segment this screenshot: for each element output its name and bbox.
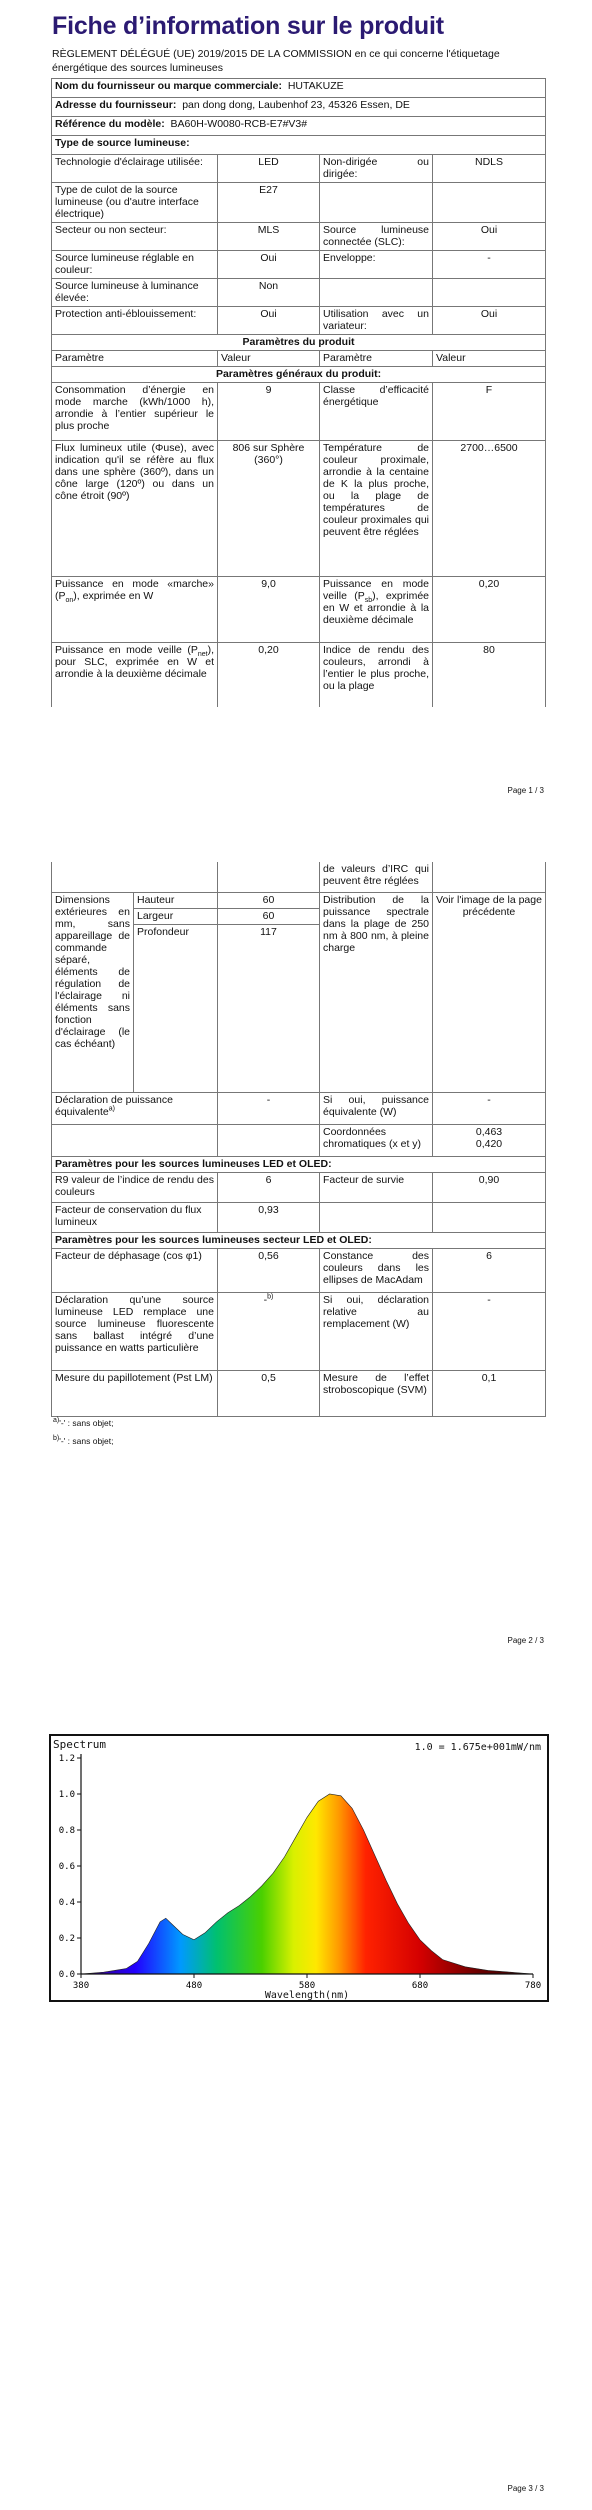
general-heading-row xyxy=(52,367,546,383)
type-cell-value xyxy=(433,183,546,223)
cri-label: Indice de rendu des couleurs, arrondi à l’entier le plus proche, ou la plage xyxy=(320,643,433,707)
type-heading-row xyxy=(52,136,546,155)
type-cell-value: Oui xyxy=(433,223,546,251)
type-cell-value: - xyxy=(433,251,546,279)
mains-heading-row xyxy=(52,1232,546,1248)
page-2 xyxy=(0,862,592,1662)
phase-row xyxy=(52,1248,546,1292)
height-value: 60 xyxy=(218,892,320,908)
macadam-value: 6 xyxy=(433,1248,546,1292)
type-heading: Type de source lumineuse: xyxy=(52,136,546,155)
type-row xyxy=(52,183,546,223)
type-cell-value: Oui xyxy=(433,307,546,335)
width-value: 60 xyxy=(218,908,320,924)
mains-heading: Paramètres pour les sources lumineuses secteur LED et OLED: xyxy=(52,1232,546,1248)
type-cell-value: LED xyxy=(218,155,320,183)
flicker-row xyxy=(52,1370,546,1416)
equiv-value: - xyxy=(218,1092,320,1124)
general-heading: Paramètres généraux du produit: xyxy=(52,367,546,383)
phase-value: 0,56 xyxy=(218,1248,320,1292)
flux-label: Flux lumineux utile (Φuse), avec indication qu'il se réfère au flux dans une sphère (360º), dans un cône large (120º) ou dans un cône étroit (90º) xyxy=(52,441,218,577)
x-tick-label: 480 xyxy=(185,1981,203,1991)
flicker-value: 0,5 xyxy=(218,1370,320,1416)
model-value: BA60H-W0080-RCB-E7#V3# xyxy=(170,118,308,130)
cri-label-continued: de valeurs d’IRC qui peuvent être réglées xyxy=(320,862,433,892)
type-cell-label: Non-dirigée ou dirigée: xyxy=(320,155,433,183)
y-tick-label: 0.2 xyxy=(58,1934,75,1944)
cct-value: 2700…6500 xyxy=(433,441,546,577)
energy-value: 9 xyxy=(218,383,320,441)
replace-w-label: Si oui, déclaration relative au remplacement (W) xyxy=(320,1292,433,1370)
cri-value: 80 xyxy=(433,643,546,707)
equiv-label: Déclaration de puissance équivalente$^{a)}$ xyxy=(52,1092,218,1124)
page-footer: Page 2 / 3 xyxy=(507,1636,544,1645)
product-info-table-continued xyxy=(51,862,546,1417)
depth-value: 117 xyxy=(218,924,320,1092)
type-cell-label: Secteur ou non secteur: xyxy=(52,223,218,251)
col-param-header: Paramètre xyxy=(52,351,218,367)
type-cell-value: Oui xyxy=(218,307,320,335)
footnote-a: $^{a)}$'-' : sans objet; xyxy=(53,1417,114,1428)
type-row xyxy=(52,223,546,251)
type-row xyxy=(52,251,546,279)
x-tick-label: 680 xyxy=(411,1981,429,1991)
footnote-b: $^{b)}$'-' : sans objet; xyxy=(53,1435,114,1446)
type-cell-label: Source lumineuse connectée (SLC): xyxy=(320,223,433,251)
equiv-w-value: - xyxy=(433,1092,546,1124)
type-cell-value xyxy=(433,279,546,307)
spectrum-chart-frame xyxy=(49,1734,549,2002)
dims-label: Dimensions extérieures en mm, sans appareillage de commande séparé, éléments de régulation de l'éclairage ni éléments sans fonction d'éclairage (le cas échéant) xyxy=(52,892,134,1092)
replace-w-value: - xyxy=(433,1292,546,1370)
chroma-values: 0,463 0,420 xyxy=(433,1124,546,1156)
y-tick-label: 1.0 xyxy=(58,1790,75,1800)
cct-label: Température de couleur proximale, arrondie à la centaine de K la plus proche, ou la plage de températures de couleur proximales qui peuvent être réglées xyxy=(320,441,433,577)
led-heading: Paramètres pour les sources lumineuses LED et OLED: xyxy=(52,1156,546,1172)
type-cell-label xyxy=(320,183,433,223)
phase-label: Facteur de déphasage (cos φ1) xyxy=(52,1248,218,1292)
svm-value: 0,1 xyxy=(433,1370,546,1416)
column-header-row xyxy=(52,351,546,367)
pon-value: 9,0 xyxy=(218,577,320,643)
col-value-header: Valeur xyxy=(433,351,546,367)
product-params-heading: Paramètres du produit xyxy=(52,335,546,351)
y-tick-label: 0.4 xyxy=(58,1898,75,1908)
supplier-value: HUTAKUZE xyxy=(287,80,344,92)
col-value-header: Valeur xyxy=(218,351,320,367)
x-tick-label: 580 xyxy=(298,1981,316,1991)
equiv-w-label: Si oui, puissance équivalente (W) xyxy=(320,1092,433,1124)
chroma-row xyxy=(52,1124,546,1156)
y-tick-label: 0.6 xyxy=(58,1862,75,1872)
height-label: Hauteur xyxy=(134,892,218,908)
macadam-label: Constance des couleurs dans les ellipses de MacAdam xyxy=(320,1248,433,1292)
type-row xyxy=(52,307,546,335)
dims-row xyxy=(52,892,546,908)
psb-label: Puissance en mode veille $(P_{sb})$, exprimée en W et arrondie à la deuxième décimale xyxy=(320,577,433,643)
spectral-label: Distribution de la puissance spectrale dans la plage de 250 nm à 800 nm, à pleine charge xyxy=(320,892,433,1092)
type-row xyxy=(52,279,546,307)
page-footer: Page 1 / 3 xyxy=(507,786,544,795)
svm-label: Mesure de l’effet stroboscopique (SVM) xyxy=(320,1370,433,1416)
replace-value: -$^{b)}$ xyxy=(218,1292,320,1370)
supplier-row xyxy=(52,79,546,98)
flux-value: 806 sur Sphère (360°) xyxy=(218,441,320,577)
chart-title: Spectrum xyxy=(53,1738,106,1751)
col-param-header: Paramètre xyxy=(320,351,433,367)
type-row xyxy=(52,155,546,183)
survival-label: Facteur de survie xyxy=(320,1172,433,1202)
power-row xyxy=(52,577,546,643)
replace-row xyxy=(52,1292,546,1370)
psb-value: 0,20 xyxy=(433,577,546,643)
product-params-heading-row xyxy=(52,335,546,351)
type-cell-label: Source lumineuse réglable en couleur: xyxy=(52,251,218,279)
product-info-table xyxy=(51,78,546,707)
type-cell-label xyxy=(320,279,433,307)
type-cell-label: Source lumineuse à luminance élevée: xyxy=(52,279,218,307)
maint-value: 0,93 xyxy=(218,1202,320,1232)
chart-annotation: 1.0 = 1.675e+001mW/nm xyxy=(414,1742,541,1753)
model-row xyxy=(52,117,546,136)
flux-row xyxy=(52,441,546,577)
y-tick-label: 0.0 xyxy=(58,1970,75,1980)
page-title: Fiche d’information sur le produit xyxy=(52,12,444,40)
survival-value: 0,90 xyxy=(433,1172,546,1202)
type-cell-value: E27 xyxy=(218,183,320,223)
pon-label: Puissance en mode «marche» $(P_{on})$, exprimée en W xyxy=(52,577,218,643)
equiv-row xyxy=(52,1092,546,1124)
chroma-label: Coordonnées chromatiques (x et y) xyxy=(320,1124,433,1156)
type-cell-label: Technologie d'éclairage utilisée: xyxy=(52,155,218,183)
depth-label: Profondeur xyxy=(134,924,218,1092)
maint-label: Facteur de conservation du flux lumineux xyxy=(52,1202,218,1232)
pnet-label: Puissance en mode veille $(P_{net})$, pour SLC, exprimée en W et arrondie à la deuxième décimale xyxy=(52,643,218,707)
spectrum-chart xyxy=(51,1736,547,2000)
model-label: Référence du modèle: xyxy=(55,118,165,130)
class-label: Classe d’efficacité énergétique xyxy=(320,383,433,441)
type-cell-value: Non xyxy=(218,279,320,307)
type-cell-value: Oui xyxy=(218,251,320,279)
page-footer: Page 3 / 3 xyxy=(507,2484,544,2493)
regulation-text: RÈGLEMENT DÉLÉGUÉ (UE) 2019/2015 DE LA COMMISSION en ce qui concerne l'étiquetage énergétique des sources lumineuses xyxy=(52,48,500,74)
class-value: F xyxy=(433,383,546,441)
flicker-label: Mesure du papillotement (Pst LM) xyxy=(52,1370,218,1416)
led-heading-row xyxy=(52,1156,546,1172)
replace-label: Déclaration qu’une source lumineuse LED remplace une source lumineuse fluorescente sans ballast intégré d’une puissance en watts particulière xyxy=(52,1292,218,1370)
x-tick-label: 780 xyxy=(524,1981,542,1991)
y-tick-label: 1.2 xyxy=(58,1754,75,1764)
spectral-value: Voir l'image de la page précédente xyxy=(433,892,546,1092)
address-value: pan dong dong, Laubenhof 23, 45326 Essen, DE xyxy=(182,99,410,111)
pnet-value: 0,20 xyxy=(218,643,320,707)
page-3 xyxy=(0,1708,592,2510)
type-cell-label: Type de culot de la source lumineuse (ou d'autre interface électrique) xyxy=(52,183,218,223)
address-row xyxy=(52,98,546,117)
x-tick-label: 380 xyxy=(72,1981,90,1991)
r9-value: 6 xyxy=(218,1172,320,1202)
r9-row xyxy=(52,1172,546,1202)
type-cell-value: MLS xyxy=(218,223,320,251)
maint-row xyxy=(52,1202,546,1232)
address-label: Adresse du fournisseur: xyxy=(55,99,177,111)
page-1 xyxy=(0,0,592,800)
supplier-label: Nom du fournisseur ou marque commerciale: xyxy=(55,80,282,92)
type-cell-label: Enveloppe: xyxy=(320,251,433,279)
type-cell-label: Protection anti-éblouissement: xyxy=(52,307,218,335)
r9-label: R9 valeur de l’indice de rendu des couleurs xyxy=(52,1172,218,1202)
x-axis-label: Wavelength(nm) xyxy=(264,1990,350,2000)
type-cell-label: Utilisation avec un variateur: xyxy=(320,307,433,335)
type-cell-value: NDLS xyxy=(433,155,546,183)
spectrum-area xyxy=(81,1794,533,1974)
width-label: Largeur xyxy=(134,908,218,924)
y-tick-label: 0.8 xyxy=(58,1826,75,1836)
standby-row xyxy=(52,643,546,707)
cri-continued-row xyxy=(52,862,546,892)
energy-label: Consommation d’énergie en mode marche (kWh/1000 h), arrondie à l’entier supérieur le plus proche xyxy=(52,383,218,441)
energy-row xyxy=(52,383,546,441)
